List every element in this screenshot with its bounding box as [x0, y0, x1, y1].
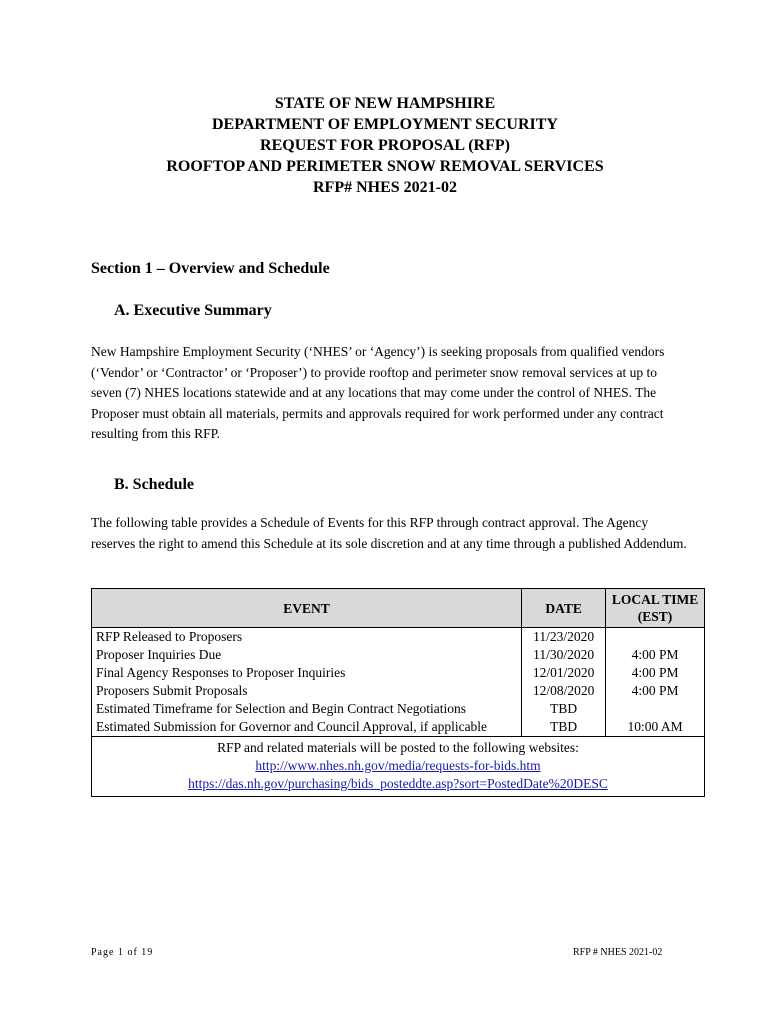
executive-summary-heading: A. Executive Summary: [114, 302, 272, 319]
title-department: DEPARTMENT OF EMPLOYMENT SECURITY: [212, 116, 558, 133]
date-cell: TBD: [522, 718, 606, 737]
event-cell: Estimated Timeframe for Selection and Begin Contract Negotiations: [92, 700, 522, 718]
title-state: STATE OF NEW HAMPSHIRE: [274, 95, 496, 112]
document-title: [60, 93, 710, 198]
time-cell: 4:00 PM: [606, 664, 705, 682]
event-cell: Proposer Inquiries Due: [92, 646, 522, 664]
date-cell: 11/23/2020: [522, 628, 606, 647]
title-rfp: REQUEST FOR PROPOSAL (RFP): [260, 137, 510, 154]
header-event: EVENT: [92, 589, 522, 628]
table-row: [92, 646, 705, 664]
time-cell: 10:00 AM: [606, 718, 705, 737]
event-cell: Final Agency Responses to Proposer Inquiries: [92, 664, 522, 682]
event-cell: Proposers Submit Proposals: [92, 682, 522, 700]
event-cell: RFP Released to Proposers: [92, 628, 522, 647]
date-cell: 11/30/2020: [522, 646, 606, 664]
date-cell: TBD: [522, 700, 606, 718]
executive-summary-text: New Hampshire Employment Security (‘NHES’ or ‘Agency’) is seeking proposals from qualified vendors (‘Vendor’ or ‘Contractor’ or ‘Proposer’) to provide rooftop and perimeter snow removal services at up to seven (7) NHES locations statewide and at any locations that may come under the control of NHES. The Proposer must obtain all materials, permits and approvals required for work performed under any contract resulting from this RFP.: [91, 344, 665, 441]
header-date: DATE: [522, 589, 606, 628]
date-cell: 12/01/2020: [522, 664, 606, 682]
time-cell: 4:00 PM: [606, 646, 705, 664]
time-cell: [606, 628, 705, 647]
table-row: [92, 664, 705, 682]
websites-note: RFP and related materials will be posted to the following websites:: [217, 740, 579, 755]
table-row: [92, 682, 705, 700]
time-cell: 4:00 PM: [606, 682, 705, 700]
table-row: [92, 628, 705, 647]
title-rfp-number: RFP# NHES 2021-02: [313, 179, 457, 196]
table-row: [92, 700, 705, 718]
schedule-heading: B. Schedule: [114, 476, 195, 493]
das-bids-link[interactable]: https://das.nh.gov/purchasing/bids_posteddte.asp?sort=PostedDate%20DESC: [188, 776, 608, 791]
schedule-table: [91, 588, 705, 797]
page-number: Page 1 of 19: [91, 947, 154, 958]
title-services: ROOFTOP AND PERIMETER SNOW REMOVAL SERVICES: [166, 158, 604, 175]
event-cell: Estimated Submission for Governor and Council Approval, if applicable: [92, 718, 522, 737]
time-cell: [606, 700, 705, 718]
header-local-time: LOCAL TIME (EST): [606, 589, 705, 628]
table-row: [92, 718, 705, 737]
nhes-bids-link[interactable]: http://www.nhes.nh.gov/media/requests-for-bids.htm: [255, 758, 541, 773]
schedule-intro-text: The following table provides a Schedule of Events for this RFP through contract approval. The Agency reserves the right to amend this Schedule at its sole discretion and at any time through a published Addendum.: [91, 515, 687, 551]
date-cell: 12/08/2020: [522, 682, 606, 700]
section-heading: Section 1 – Overview and Schedule: [91, 260, 330, 277]
websites-cell: [92, 737, 705, 797]
table-header-row: [92, 589, 705, 628]
table-footer-row: [92, 737, 705, 797]
footer-rfp-number: RFP # NHES 2021-02: [573, 947, 663, 958]
